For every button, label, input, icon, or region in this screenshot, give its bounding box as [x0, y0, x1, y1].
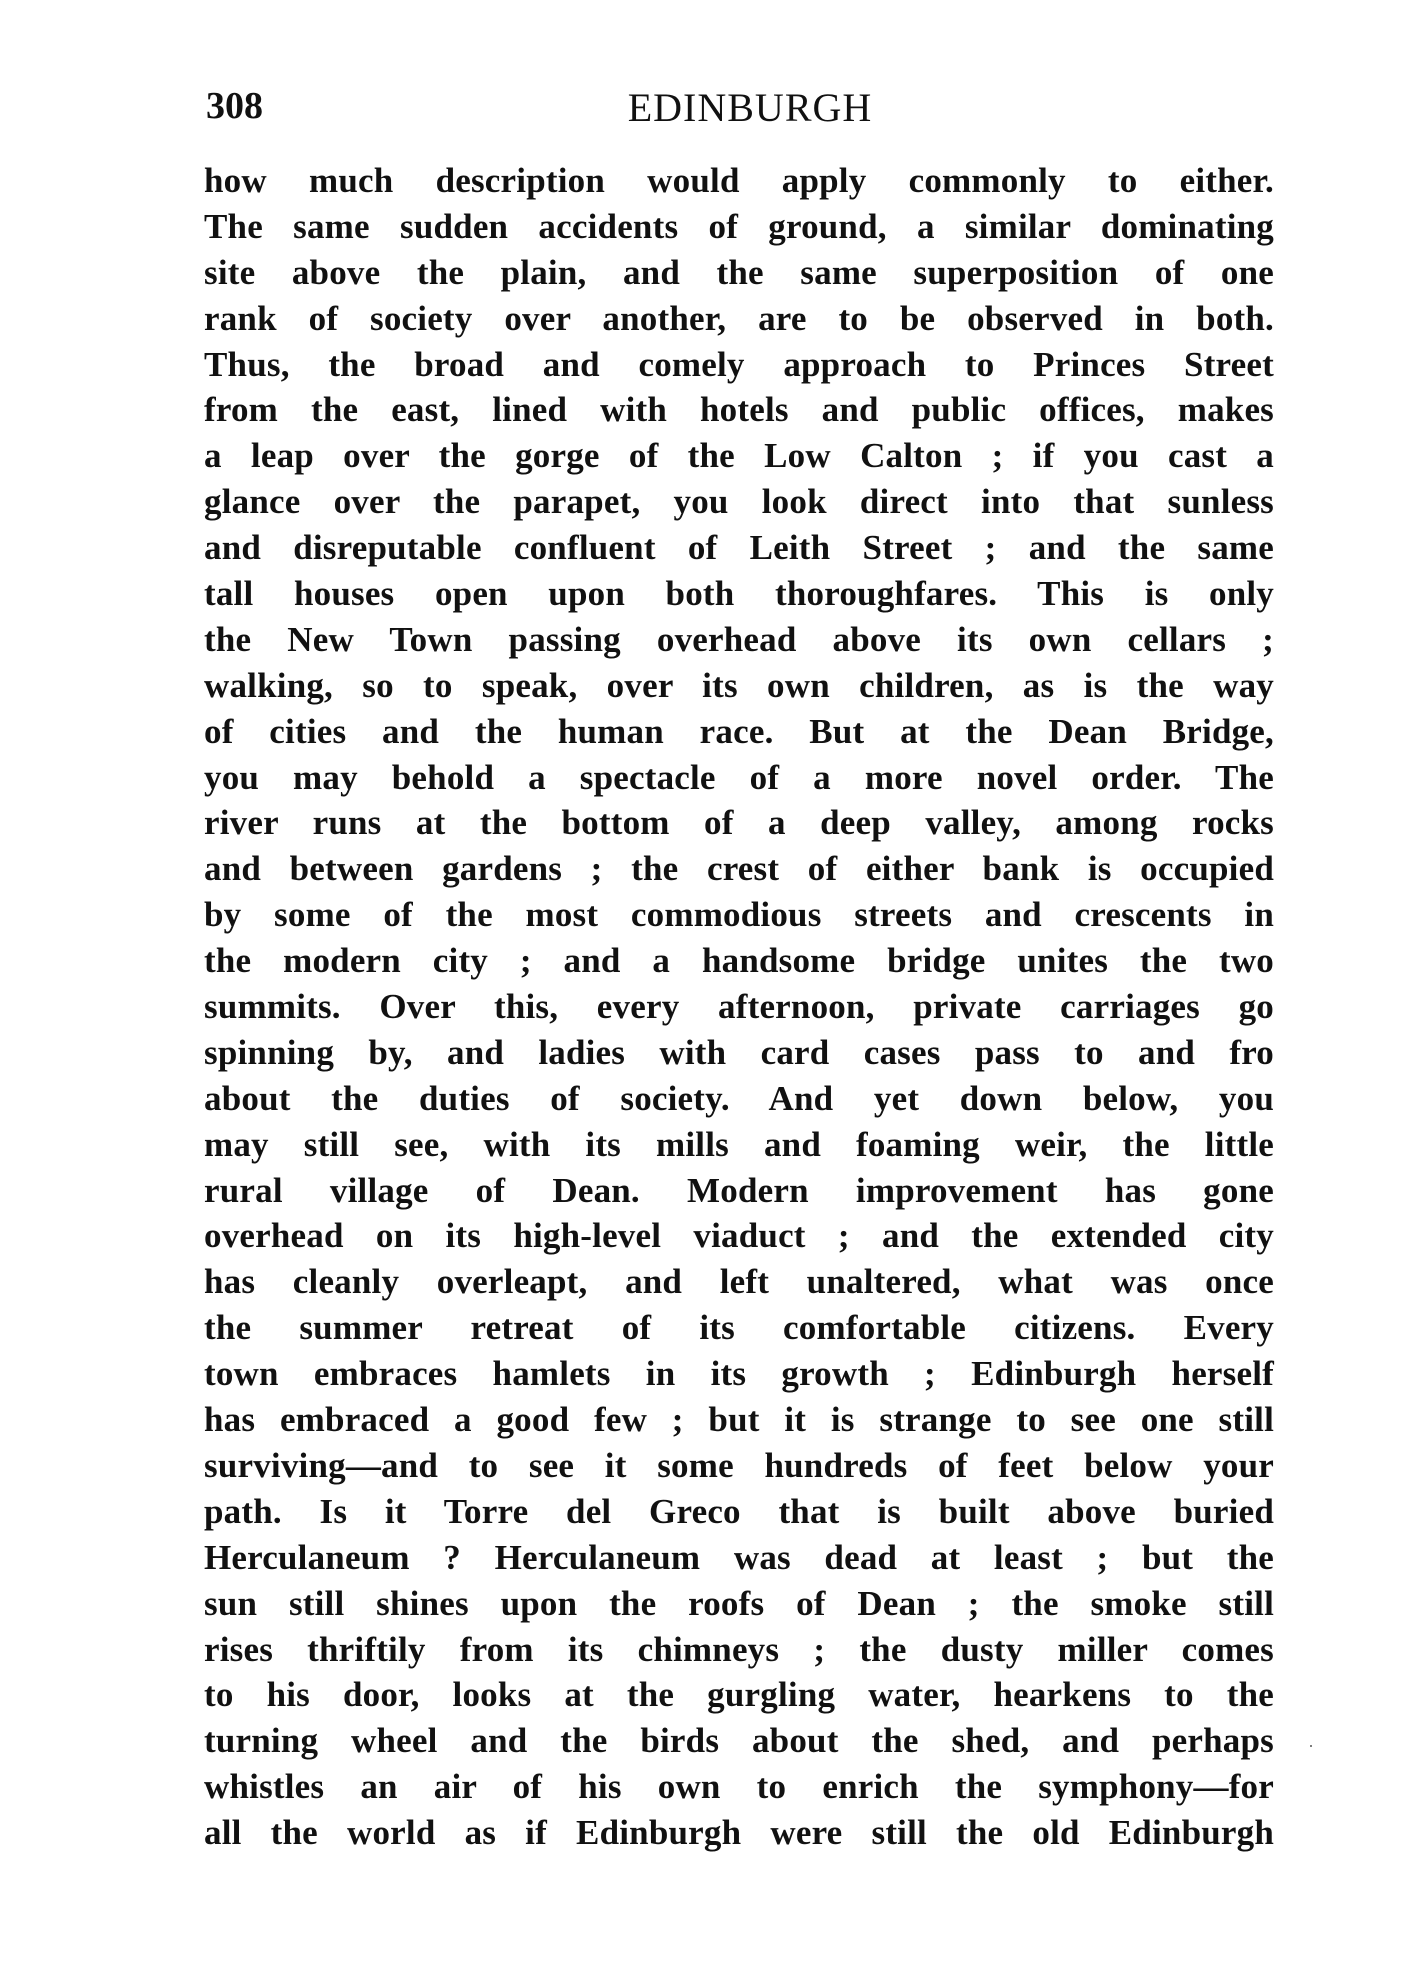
text-line: from the east, lined with hotels and public offices, makes — [204, 390, 1274, 430]
page-header — [206, 84, 1274, 134]
text-line: Herculaneum ? Herculaneum was dead at least ; but the — [204, 1537, 1274, 1577]
text-line: about the duties of society. And yet down below, you — [204, 1078, 1274, 1118]
text-line: overhead on its high-level viaduct ; and the extended city — [204, 1216, 1274, 1256]
text-line: river runs at the bottom of a deep valley, among rocks — [204, 803, 1274, 843]
text-line: tall houses open upon both thoroughfares. This is only — [204, 574, 1274, 614]
text-line: path. Is it Torre del Greco that is built above buried — [204, 1491, 1274, 1531]
text-line: has embraced a good few ; but it is strange to see one still — [204, 1400, 1274, 1440]
text-line: by some of the most commodious streets and crescents in — [204, 895, 1274, 935]
text-line: the summer retreat of its comfortable citizens. Every — [204, 1308, 1274, 1348]
text-line: all the world as if Edinburgh were still the old Edinburgh — [204, 1813, 1274, 1853]
text-line: walking, so to speak, over its own children, as is the way — [204, 665, 1274, 705]
text-line: and disreputable confluent of Leith Street ; and the same — [204, 528, 1274, 568]
text-line: spinning by, and ladies with card cases pass to and fro — [204, 1032, 1274, 1072]
text-line: glance over the parapet, you look direct into that sunless — [204, 482, 1274, 522]
text-line: may still see, with its mills and foaming weir, the little — [204, 1124, 1274, 1164]
scan-speck — [1310, 1745, 1312, 1747]
text-line: surviving—and to see it some hundreds of feet below your — [204, 1445, 1274, 1485]
text-line: sun still shines upon the roofs of Dean ; the smoke still — [204, 1583, 1274, 1623]
text-line: the modern city ; and a handsome bridge unites the two — [204, 941, 1274, 981]
page-number: 308 — [206, 85, 263, 127]
text-line: Thus, the broad and comely approach to Princes Street — [204, 344, 1274, 384]
text-line: has cleanly overleapt, and left unaltered, what was once — [204, 1262, 1274, 1302]
text-line: town embraces hamlets in its growth ; Edinburgh herself — [204, 1354, 1274, 1394]
text-line: turning wheel and the birds about the shed, and perhaps — [204, 1721, 1274, 1761]
text-line: whistles an air of his own to enrich the symphony—for — [204, 1767, 1274, 1807]
text-line: rural village of Dean. Modern improvement has gone — [204, 1170, 1274, 1210]
text-line: and between gardens ; the crest of either bank is occupied — [204, 849, 1274, 889]
text-line: of cities and the human race. But at the Dean Bridge, — [204, 711, 1274, 751]
text-line: to his door, looks at the gurgling water, hearkens to the — [204, 1675, 1274, 1715]
text-line: the New Town passing overhead above its own cellars ; — [204, 619, 1274, 659]
running-title: EDINBURGH — [627, 85, 873, 130]
text-line: The same sudden accidents of ground, a similar dominating — [204, 206, 1274, 246]
text-line: rank of society over another, are to be observed in both. — [204, 298, 1274, 338]
text-line: site above the plain, and the same superposition of one — [204, 252, 1274, 292]
text-line: rises thriftily from its chimneys ; the dusty miller comes — [204, 1629, 1274, 1669]
body-text — [204, 158, 1274, 1856]
text-line: summits. Over this, every afternoon, private carriages go — [204, 987, 1274, 1027]
text-line: you may behold a spectacle of a more novel order. The — [204, 757, 1274, 797]
text-line: how much description would apply commonly to either. — [204, 161, 1274, 200]
text-line: a leap over the gorge of the Low Calton ; if you cast a — [204, 436, 1274, 476]
